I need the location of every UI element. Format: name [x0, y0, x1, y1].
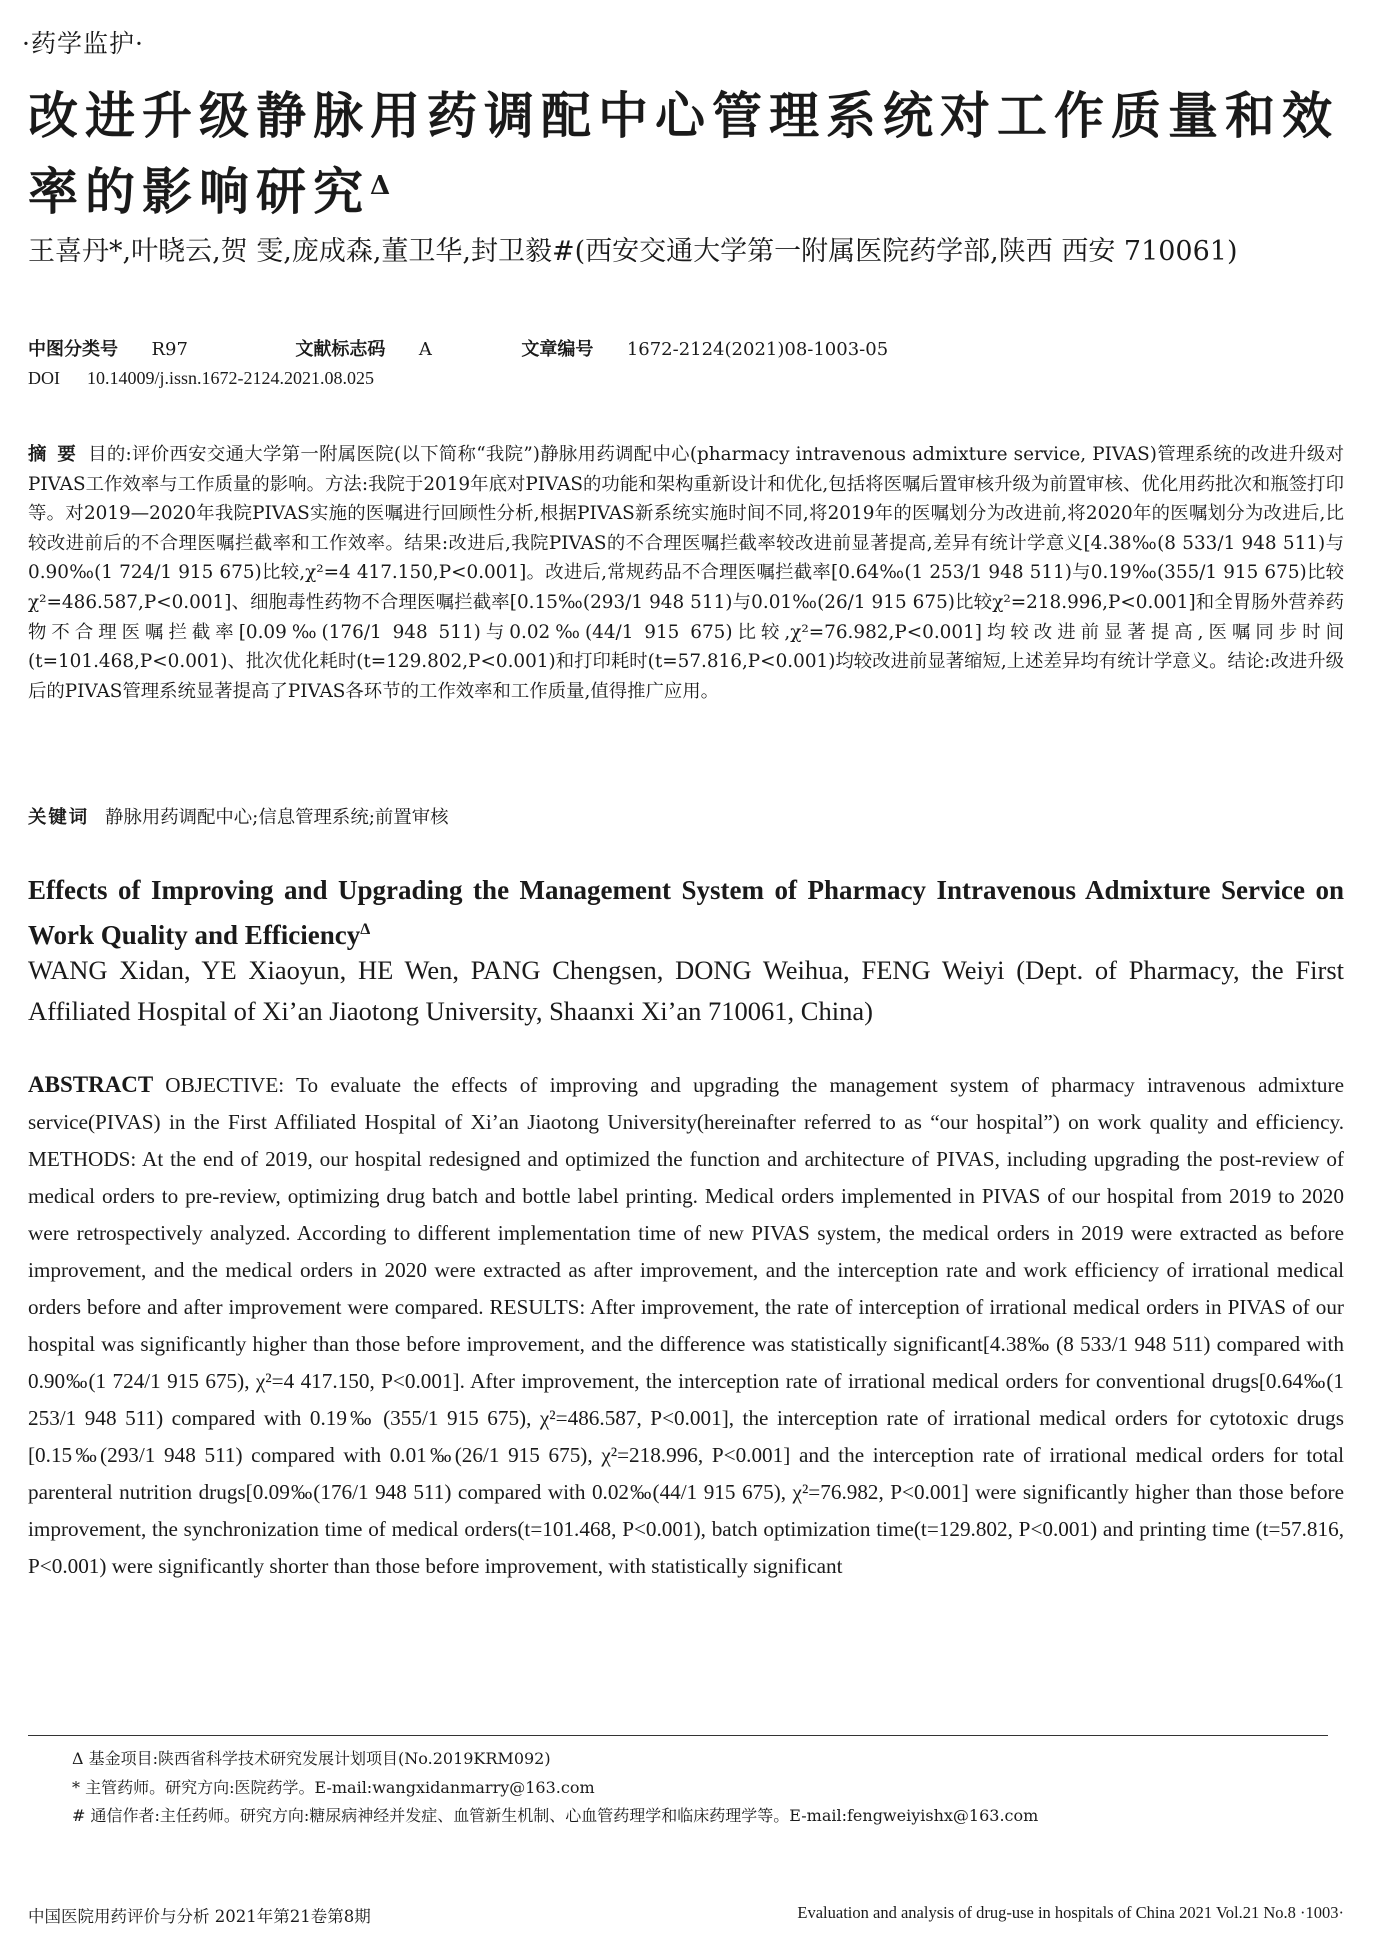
keywords-text: 静脉用药调配中心;信息管理系统;前置审核	[105, 807, 449, 828]
abstract-cn-label: 摘 要	[28, 444, 79, 465]
footer-journal-cn: 中国医院用药评价与分析 2021年第21卷第8期	[28, 1907, 371, 1926]
keywords-label: 关键词	[28, 807, 90, 828]
footnotes	[72, 1745, 1352, 1831]
clc-value: R97	[151, 339, 188, 360]
doc-code-value: A	[418, 339, 432, 360]
footnote-rule	[28, 1735, 1328, 1736]
title-en-text: Effects of Improving and Upgrading the Management System of Pharmacy Intravenous Admixture Service on Work Quality and Efficiency	[28, 875, 1344, 950]
article-title-en	[28, 870, 1344, 955]
footnote-corresponding-author: # 通信作者:主任药师。研究方向:糖尿病神经并发症、血管新生机制、心血管药理学和临床药理学等。E-mail:fengweiyishx@163.com	[72, 1806, 1039, 1825]
article-title-cn	[28, 78, 1348, 230]
keywords-row	[28, 803, 448, 829]
column-tag: ·药学监护·	[22, 29, 144, 58]
article-no-label: 文章编号	[521, 339, 594, 360]
abstract-cn	[28, 440, 1344, 706]
authors-en: WANG Xidan, YE Xiaoyun, HE Wen, PANG Chengsen, DONG Weihua, FENG Weiyi (Dept. of Pharmacy, the First Affiliated Hospital of Xi’an Jiaotong University, Shaanxi Xi’an 710061, China)	[28, 955, 1344, 1026]
doi-label: DOI	[28, 368, 60, 388]
abstract-en-label: ABSTRACT	[28, 1072, 154, 1097]
title-fund-mark: Δ	[370, 171, 391, 201]
abstract-en	[28, 1066, 1344, 1585]
article-no-value: 1672-2124(2021)08-1003-05	[626, 339, 889, 360]
footnote-fund: Δ 基金项目:陕西省科学技术研究发展计划项目(No.2019KRM092)	[72, 1749, 551, 1768]
abstract-en-text: OBJECTIVE: To evaluate the effects of improving and upgrading the management system of pharmacy intravenous admixture service(PIVAS) in the First Affiliated Hospital of Xi’an Jiaotong University(hereinafter referred to as “our hospital”) on work quality and efficiency. METHODS: At the end of 2019, our hospital redesigned and optimized the function and architecture of PIVAS, including upgrading the post-review of medical orders to pre-review, optimizing drug batch and bottle label printing. Medical orders implemented in PIVAS of our hospital from 2019 to 2020 were retrospectively analyzed. According to different implementation time of new PIVAS system, the medical orders in 2019 were extracted as before improvement, and the medical orders in 2020 were extracted as after improvement, and the interception rate and work efficiency of irrational medical orders before and after improvement were compared. RESULTS: After improvement, the rate of interception of irrational medical orders in PIVAS of our hospital was significantly higher than those before improvement, and the difference was statistically significant[4.38‰ (8 533/1 948 511) compared with 0.90‰(1 724/1 915 675), χ²=4 417.150, P<0.001]. After improvement, the interception rate of irrational medical orders for conventional drugs[0.64‰(1 253/1 948 511) compared with 0.19‰ (355/1 915 675), χ²=486.587, P<0.001], the interception rate of irrational medical orders for cytotoxic drugs [0.15‰(293/1 948 511) compared with 0.01‰(26/1 915 675), χ²=218.996, P<0.001] and the interception rate of irrational medical orders for total parenteral nutrition drugs[0.09‰(176/1 948 511) compared with 0.02‰(44/1 915 675), χ²=76.982, P<0.001] were significantly higher than those before improvement, the synchronization time of medical orders(t=101.468, P<0.001), batch optimization time(t=129.802, P<0.001) and printing time (t=57.816, P<0.001) were significantly shorter than those before improvement, with statistically significant	[28, 1073, 1344, 1578]
title-en-fund-mark: Δ	[360, 921, 371, 938]
footnote-first-author: * 主管药师。研究方向:医院药学。E-mail:wangxidanmarry@163.com	[72, 1777, 595, 1797]
doi-value: 10.14009/j.issn.1672-2124.2021.08.025	[87, 368, 375, 388]
classification-row	[28, 335, 888, 361]
title-cn-text: 改进升级静脉用药调配中心管理系统对工作质量和效率的影响研究	[28, 86, 1339, 221]
doc-code-label: 文献标志码	[295, 339, 386, 360]
footer-journal-en: Evaluation and analysis of drug-use in hospitals of China 2021 Vol.21 No.8 ·1003·	[797, 1903, 1344, 1922]
abstract-cn-text: 目的:评价西安交通大学第一附属医院(以下简称“我院”)静脉用药调配中心(pharmacy intravenous admixture service, PIVAS)管理系统的改进升级对PIVAS工作效率与工作质量的影响。方法:我院于2019年底对PIVAS的功能和架构重新设计和优化,包括将医嘱后置审核升级为前置审核、优化用药批次和瓶签打印等。对2019—2020年我院PIVAS实施的医嘱进行回顾性分析,根据PIVAS新系统实施时间不同,将2019年的医嘱划分为改进前,将2020年的医嘱划分为改进后,比较改进前后的不合理医嘱拦截率和工作效率。结果:改进后,我院PIVAS的不合理医嘱拦截率较改进前显著提高,差异有统计学意义[4.38‰(8 533/1 948 511)与0.90‰(1 724/1 915 675)比较,χ²=4 417.150,P<0.001]。改进后,常规药品不合理医嘱拦截率[0.64‰(1 253/1 948 511)与0.19‰(355/1 915 675)比较χ²=486.587,P<0.001]、细胞毒性药物不合理医嘱拦截率[0.15‰(293/1 948 511)与0.01‰(26/1 915 675)比较χ²=218.996,P<0.001]和全胃肠外营养药物不合理医嘱拦截率[0.09‰(176/1 948 511)与0.02‰(44/1 915 675)比较,χ²=76.982,P<0.001]均较改进前显著提高,医嘱同步时间(t=101.468,P<0.001)、批次优化耗时(t=129.802,P<0.001)和打印耗时(t=57.816,P<0.001)均较改进前显著缩短,上述差异均有统计学意义。结论:改进升级后的PIVAS管理系统显著提高了PIVAS各环节的工作效率和工作质量,值得推广应用。	[28, 444, 1345, 702]
authors-cn: 王喜丹*,叶晓云,贺 雯,庞成森,董卫华,封卫毅#(西安交通大学第一附属医院药学部,陕西 西安 710061)	[28, 236, 1238, 267]
clc-label: 中图分类号	[28, 339, 118, 360]
doi-row	[28, 368, 374, 389]
